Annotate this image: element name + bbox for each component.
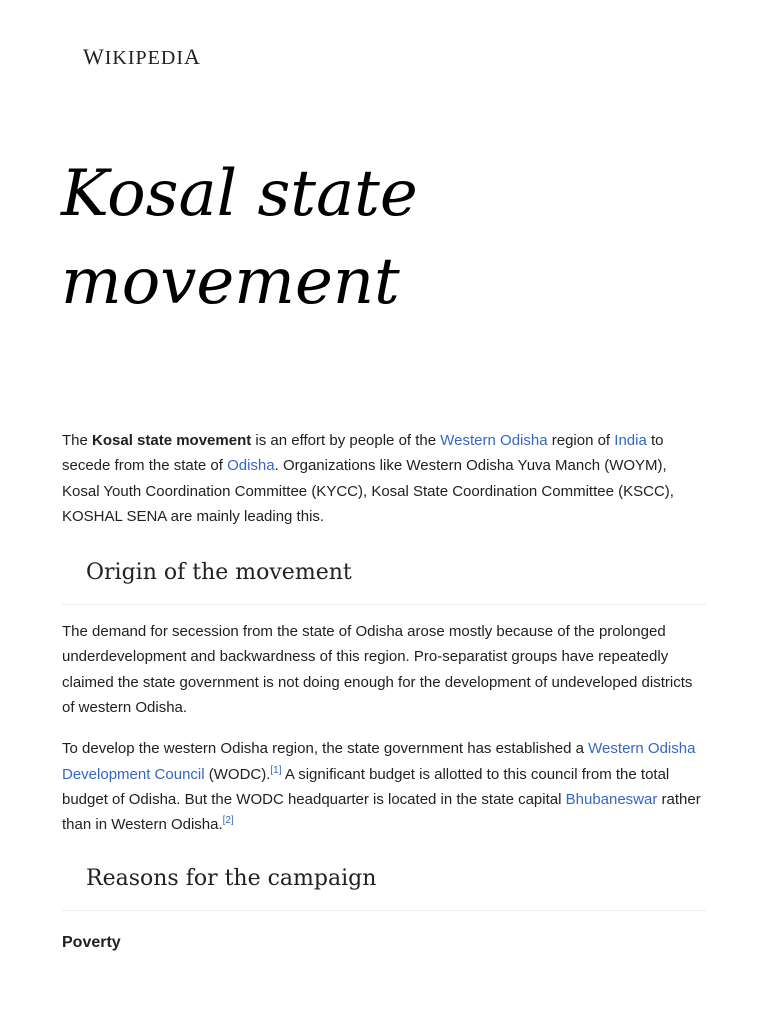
intro-text-1: The [62,432,93,449]
origin-paragraph-2 [62,736,706,837]
logo-middle: IKIPEDI [104,47,184,69]
link-odisha[interactable]: Odisha [227,457,275,475]
page-title: Kosal state movement [61,157,418,319]
link-wodc[interactable]: Western Odisha Development Council [62,740,696,783]
origin-text-2: (WODC). [204,765,271,783]
link-bhubaneswar[interactable]: Bhubaneswar [565,790,658,808]
section-heading-origin[interactable]: Origin of the movement [62,558,706,605]
logo-first-letter: W [83,44,105,69]
link-india[interactable]: India [614,432,647,449]
reference-1-link[interactable]: [1] [270,764,282,776]
wikipedia-logo[interactable] [83,44,201,70]
origin-text-1: To develop the western Odisha region, the state government has established a [62,740,589,758]
link-western-odisha[interactable]: Western Odisha [440,432,548,449]
origin-text-4: rather than in Western Odisha. [62,790,701,834]
logo-last-letter: A [183,44,201,69]
intro-paragraph [62,428,706,529]
section-heading-reasons[interactable]: Reasons for the campaign [62,864,706,911]
intro-text-3: region of [547,432,615,449]
intro-text-5: . Organizations like Western Odisha Yuva Manch (WOYM), Kosal Youth Coordination Committee (KYCC), Kosal State Coordination Committee (KSCC), KOSHAL SENA are mainly leading this. [62,457,674,525]
intro-text-2: is an effort by people of the [251,432,441,449]
intro-text-4: to secede from the state of [62,432,664,475]
origin-text-3: A significant budget is allotted to this council from the total budget of Odisha. But the WODC headquarter is located in the state capital [62,765,670,808]
origin-paragraph-1: The demand for secession from the state of Odisha arose mostly because of the prolonged underdevelopment and backwardness of this region. Pro-separatist groups have repeatedly claimed the state government is not doing enough for the development of undeveloped districts of western Odisha. [62,623,693,717]
reference-2-link[interactable]: [2] [222,815,234,827]
subheading-poverty: Poverty [62,933,121,951]
article-body [62,428,706,955]
intro-bold-term: Kosal state movement [92,432,252,449]
